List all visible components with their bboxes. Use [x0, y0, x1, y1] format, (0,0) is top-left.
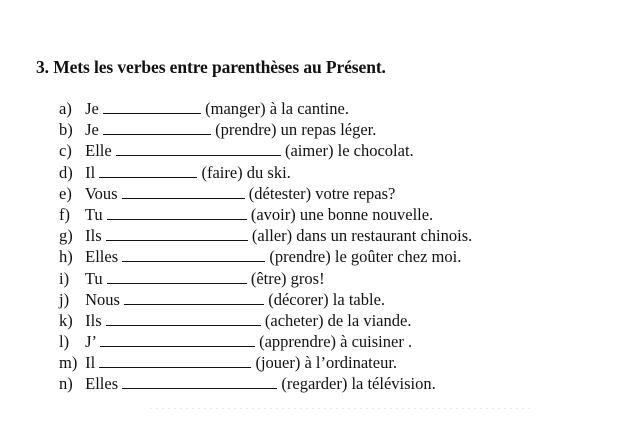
item-subject: Il	[85, 353, 100, 373]
exercise-item	[59, 373, 472, 394]
exercise-list	[59, 98, 472, 395]
answer-blank[interactable]	[103, 120, 211, 135]
item-verb: (acheter) de la viande.	[264, 310, 412, 330]
item-verb: (être) gros!	[250, 268, 325, 288]
answer-blank[interactable]	[116, 141, 281, 156]
item-marker: c)	[59, 141, 72, 161]
item-subject: Ils	[85, 226, 102, 246]
exercise-item	[59, 98, 472, 119]
exercise-item	[59, 225, 472, 246]
item-subject: Ils	[85, 310, 106, 330]
item-marker: b)	[59, 120, 73, 140]
item-subject: Je	[85, 120, 99, 140]
answer-blank[interactable]	[122, 184, 245, 199]
item-subject: Elle	[85, 141, 116, 161]
answer-blank[interactable]	[100, 332, 255, 347]
item-marker: g)	[59, 226, 73, 246]
item-marker: h)	[59, 247, 73, 267]
exercise-item	[59, 268, 472, 289]
item-verb: (aller) dans un restaurant chinois.	[251, 226, 473, 246]
exercise-item	[59, 119, 472, 140]
item-marker: k)	[59, 310, 73, 330]
item-marker: f)	[59, 204, 70, 224]
item-marker: l)	[59, 332, 70, 352]
exercise-item	[59, 352, 472, 373]
item-verb: (avoir) une bonne nouvelle.	[250, 204, 434, 224]
item-verb: (jouer) à l’ordinateur.	[255, 353, 398, 373]
answer-blank[interactable]	[106, 311, 261, 326]
item-verb: (faire) du ski.	[201, 162, 291, 182]
item-marker: d)	[59, 162, 73, 182]
item-verb: (apprendre) à cuisiner .	[259, 332, 413, 352]
item-subject: Il	[85, 162, 100, 182]
item-marker: a)	[59, 99, 72, 118]
item-verb: (prendre) le goûter chez moi.	[269, 247, 462, 267]
item-marker: j)	[59, 289, 70, 309]
exercise-item	[59, 162, 472, 183]
item-subject: Je	[85, 99, 99, 118]
item-subject: Vous	[84, 183, 122, 203]
answer-blank[interactable]	[122, 374, 277, 389]
answer-blank[interactable]	[103, 99, 201, 114]
item-verb: (aimer) le chocolat.	[284, 141, 414, 161]
answer-blank[interactable]	[124, 290, 264, 305]
exercise-item	[59, 246, 472, 267]
item-subject: J’	[85, 332, 100, 352]
item-verb: (prendre) un repas léger.	[215, 120, 377, 140]
answer-blank[interactable]	[99, 353, 251, 368]
faint-bottom-line	[150, 408, 530, 409]
answer-blank[interactable]	[99, 163, 197, 178]
answer-blank[interactable]	[122, 247, 265, 262]
exercise-item	[59, 331, 472, 352]
item-subject: Tu	[84, 204, 107, 224]
item-subject: Elles	[85, 247, 119, 267]
exercise-item	[59, 140, 472, 161]
exercise-item	[59, 183, 472, 204]
item-verb: (regarder) la télévision.	[281, 374, 436, 394]
item-marker: i)	[59, 268, 70, 288]
answer-blank[interactable]	[107, 269, 247, 284]
item-verb: (manger) à la cantine.	[205, 99, 349, 118]
item-verb: (détester) votre repas?	[248, 183, 396, 203]
exercise-item	[59, 289, 472, 310]
answer-blank[interactable]	[106, 226, 248, 241]
answer-blank[interactable]	[107, 205, 247, 220]
item-marker: n)	[59, 374, 73, 394]
item-marker: e)	[59, 183, 72, 203]
item-verb: (décorer) la table.	[268, 289, 386, 309]
item-subject: Tu	[84, 268, 107, 288]
item-marker: m)	[59, 353, 78, 373]
exercise-item	[59, 310, 472, 331]
item-subject: Elles	[85, 374, 123, 394]
exercise-title: 3. Mets les verbes entre parenthèses au Présent.	[36, 57, 386, 77]
exercise-item	[59, 204, 472, 225]
item-subject: Nous	[85, 289, 125, 309]
